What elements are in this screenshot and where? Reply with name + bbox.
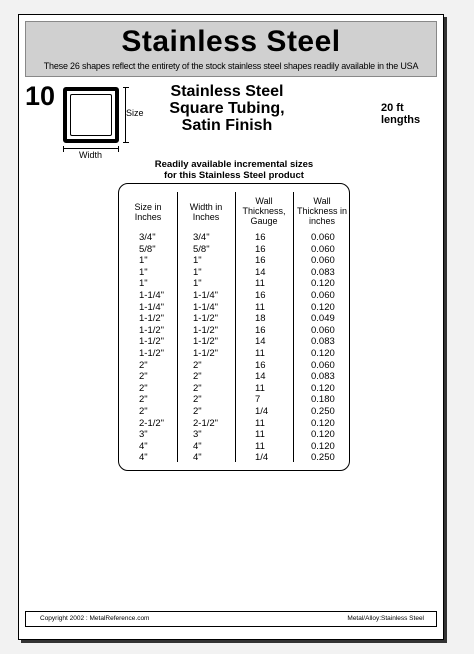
table-cell: 2-1/2" bbox=[193, 417, 219, 429]
header-line: Wall bbox=[255, 196, 273, 206]
table-cell: 0.120 bbox=[311, 301, 335, 313]
table-cell: 0.120 bbox=[311, 440, 335, 452]
table-cell: 3/4" bbox=[193, 232, 210, 243]
table-cell: 18 bbox=[255, 313, 266, 325]
table-cell: 0.083 bbox=[311, 336, 335, 348]
table-cell: 1-1/2" bbox=[139, 347, 165, 359]
size-label: Size bbox=[126, 108, 144, 118]
table-cell: 1" bbox=[193, 278, 202, 290]
table-cell: 2-1/2" bbox=[139, 417, 165, 429]
table-cell: 4" bbox=[193, 452, 202, 464]
table-cell: 2" bbox=[139, 394, 148, 406]
available-caption-line1: Readily available incremental sizes bbox=[154, 159, 314, 170]
header-line: Gauge bbox=[250, 216, 278, 226]
table-cell: 1/4 bbox=[255, 452, 269, 464]
table-cell: 1" bbox=[139, 266, 148, 278]
table-column-gauge bbox=[235, 190, 293, 464]
table-cell: 5/8" bbox=[193, 243, 210, 255]
table-cell: 11 bbox=[255, 347, 265, 359]
table-column-thickness bbox=[293, 190, 351, 464]
item-number: 10 bbox=[25, 81, 56, 111]
table-cell: 1-1/2" bbox=[139, 336, 165, 348]
product-title-line1: Stainless Steel bbox=[170, 83, 284, 100]
table-cell: 0.060 bbox=[311, 232, 335, 243]
table-cell: 5/8" bbox=[139, 243, 156, 255]
header-line: Inches bbox=[134, 212, 162, 222]
table-cell: 3" bbox=[193, 429, 202, 441]
table-cell: 2" bbox=[193, 394, 202, 406]
column-header-width bbox=[177, 202, 235, 222]
table-cell: 1-1/4" bbox=[139, 289, 165, 301]
table-cell: 3/4" bbox=[139, 232, 156, 243]
table-cell: 1-1/2" bbox=[139, 313, 165, 325]
width-values bbox=[193, 232, 218, 464]
table-cell: 11 bbox=[255, 417, 265, 429]
table-cell: 2" bbox=[139, 382, 148, 394]
table-cell: 1" bbox=[139, 278, 148, 290]
table-cell: 11 bbox=[255, 301, 265, 313]
table-cell: 0.083 bbox=[311, 371, 335, 383]
size-values bbox=[139, 232, 164, 464]
table-column-width bbox=[177, 190, 235, 464]
table-cell: 0.060 bbox=[311, 255, 335, 267]
table-cell: 0.250 bbox=[311, 405, 335, 417]
table-cell: 0.250 bbox=[311, 452, 335, 464]
column-header-size bbox=[119, 202, 177, 222]
banner-subtitle: These 26 shapes reflect the entirety of the stock stainless steel shapes readily available in the USA bbox=[43, 61, 419, 71]
table-cell: 2" bbox=[193, 405, 202, 417]
sizes-table bbox=[118, 183, 350, 471]
table-cell: 1-1/4" bbox=[139, 301, 165, 313]
header-line: Inches bbox=[192, 212, 220, 222]
table-column-size bbox=[119, 190, 177, 464]
table-cell: 2" bbox=[193, 382, 202, 394]
title-banner bbox=[25, 21, 437, 77]
header-line: Width in bbox=[189, 202, 223, 212]
reference-sheet bbox=[18, 14, 444, 640]
category-text: Metal/Alloy:Stainless Steel bbox=[347, 615, 424, 622]
table-cell: 11 bbox=[255, 278, 265, 290]
table-cell: 7 bbox=[255, 394, 261, 406]
banner-title: Stainless Steel bbox=[121, 25, 341, 58]
table-cell: 1-1/2" bbox=[193, 324, 219, 336]
table-cell: 1-1/2" bbox=[193, 313, 219, 325]
copyright-text: Copyright 2002 : MetalReference.com bbox=[40, 615, 150, 622]
column-header-gauge bbox=[235, 196, 293, 226]
table-cell: 0.120 bbox=[311, 417, 335, 429]
table-cell: 1-1/2" bbox=[193, 347, 219, 359]
table-cell: 0.049 bbox=[311, 313, 335, 325]
header-line: Thickness in bbox=[296, 206, 348, 216]
table-cell: 16 bbox=[255, 359, 266, 371]
lengths-label: 20 ft lengths bbox=[381, 102, 421, 126]
table-cell: 4" bbox=[193, 440, 202, 452]
table-cell: 0.083 bbox=[311, 266, 335, 278]
header-line: inches bbox=[308, 216, 335, 226]
table-cell: 0.180 bbox=[311, 394, 335, 406]
table-cell: 16 bbox=[255, 324, 266, 336]
column-header-thickness bbox=[293, 196, 351, 226]
footer-bar bbox=[25, 611, 437, 627]
table-cell: 0.060 bbox=[311, 289, 335, 301]
table-cell: 14 bbox=[255, 266, 266, 278]
table-cell: 2" bbox=[193, 371, 202, 383]
available-caption-line2: for this Stainless Steel product bbox=[164, 170, 304, 181]
table-cell: 1-1/4" bbox=[193, 301, 219, 313]
available-sizes-caption bbox=[109, 159, 359, 181]
product-title bbox=[147, 83, 307, 134]
table-cell: 0.120 bbox=[311, 278, 335, 290]
table-cell: 16 bbox=[255, 289, 266, 301]
table-cell: 0.120 bbox=[311, 382, 335, 394]
thickness-values bbox=[311, 232, 335, 464]
table-cell: 2" bbox=[193, 359, 202, 371]
table-cell: 2" bbox=[139, 371, 148, 383]
table-cell: 4" bbox=[139, 452, 148, 464]
table-cell: 1-1/4" bbox=[193, 289, 219, 301]
product-title-line2: Square Tubing, bbox=[169, 100, 285, 117]
table-cell: 16 bbox=[255, 232, 266, 243]
table-cell: 0.120 bbox=[311, 429, 335, 441]
table-cell: 0.060 bbox=[311, 324, 335, 336]
header-line: Size in bbox=[134, 202, 162, 212]
table-cell: 2" bbox=[139, 405, 148, 417]
table-cell: 1-1/2" bbox=[193, 336, 219, 348]
table-cell: 3" bbox=[139, 429, 148, 441]
table-cell: 11 bbox=[255, 440, 265, 452]
gauge-values bbox=[255, 232, 268, 464]
square-tube-diagram bbox=[63, 87, 119, 143]
width-label: Width bbox=[79, 150, 103, 160]
table-cell: 11 bbox=[255, 382, 265, 394]
header-line: Wall bbox=[313, 196, 331, 206]
table-cell: 4" bbox=[139, 440, 148, 452]
header-line: Thickness, bbox=[242, 206, 286, 216]
table-cell: 1" bbox=[193, 266, 202, 278]
table-cell: 1/4 bbox=[255, 405, 269, 417]
table-cell: 1" bbox=[139, 255, 148, 267]
table-cell: 14 bbox=[255, 336, 266, 348]
table-cell: 1" bbox=[193, 255, 202, 267]
table-cell: 16 bbox=[255, 243, 266, 255]
table-cell: 1-1/2" bbox=[139, 324, 165, 336]
table-cell: 0.060 bbox=[311, 359, 335, 371]
product-title-line3: Satin Finish bbox=[181, 117, 273, 134]
table-cell: 0.120 bbox=[311, 347, 335, 359]
table-cell: 11 bbox=[255, 429, 265, 441]
table-cell: 2" bbox=[139, 359, 148, 371]
table-cell: 14 bbox=[255, 371, 266, 383]
table-cell: 0.060 bbox=[311, 243, 335, 255]
table-cell: 16 bbox=[255, 255, 266, 267]
